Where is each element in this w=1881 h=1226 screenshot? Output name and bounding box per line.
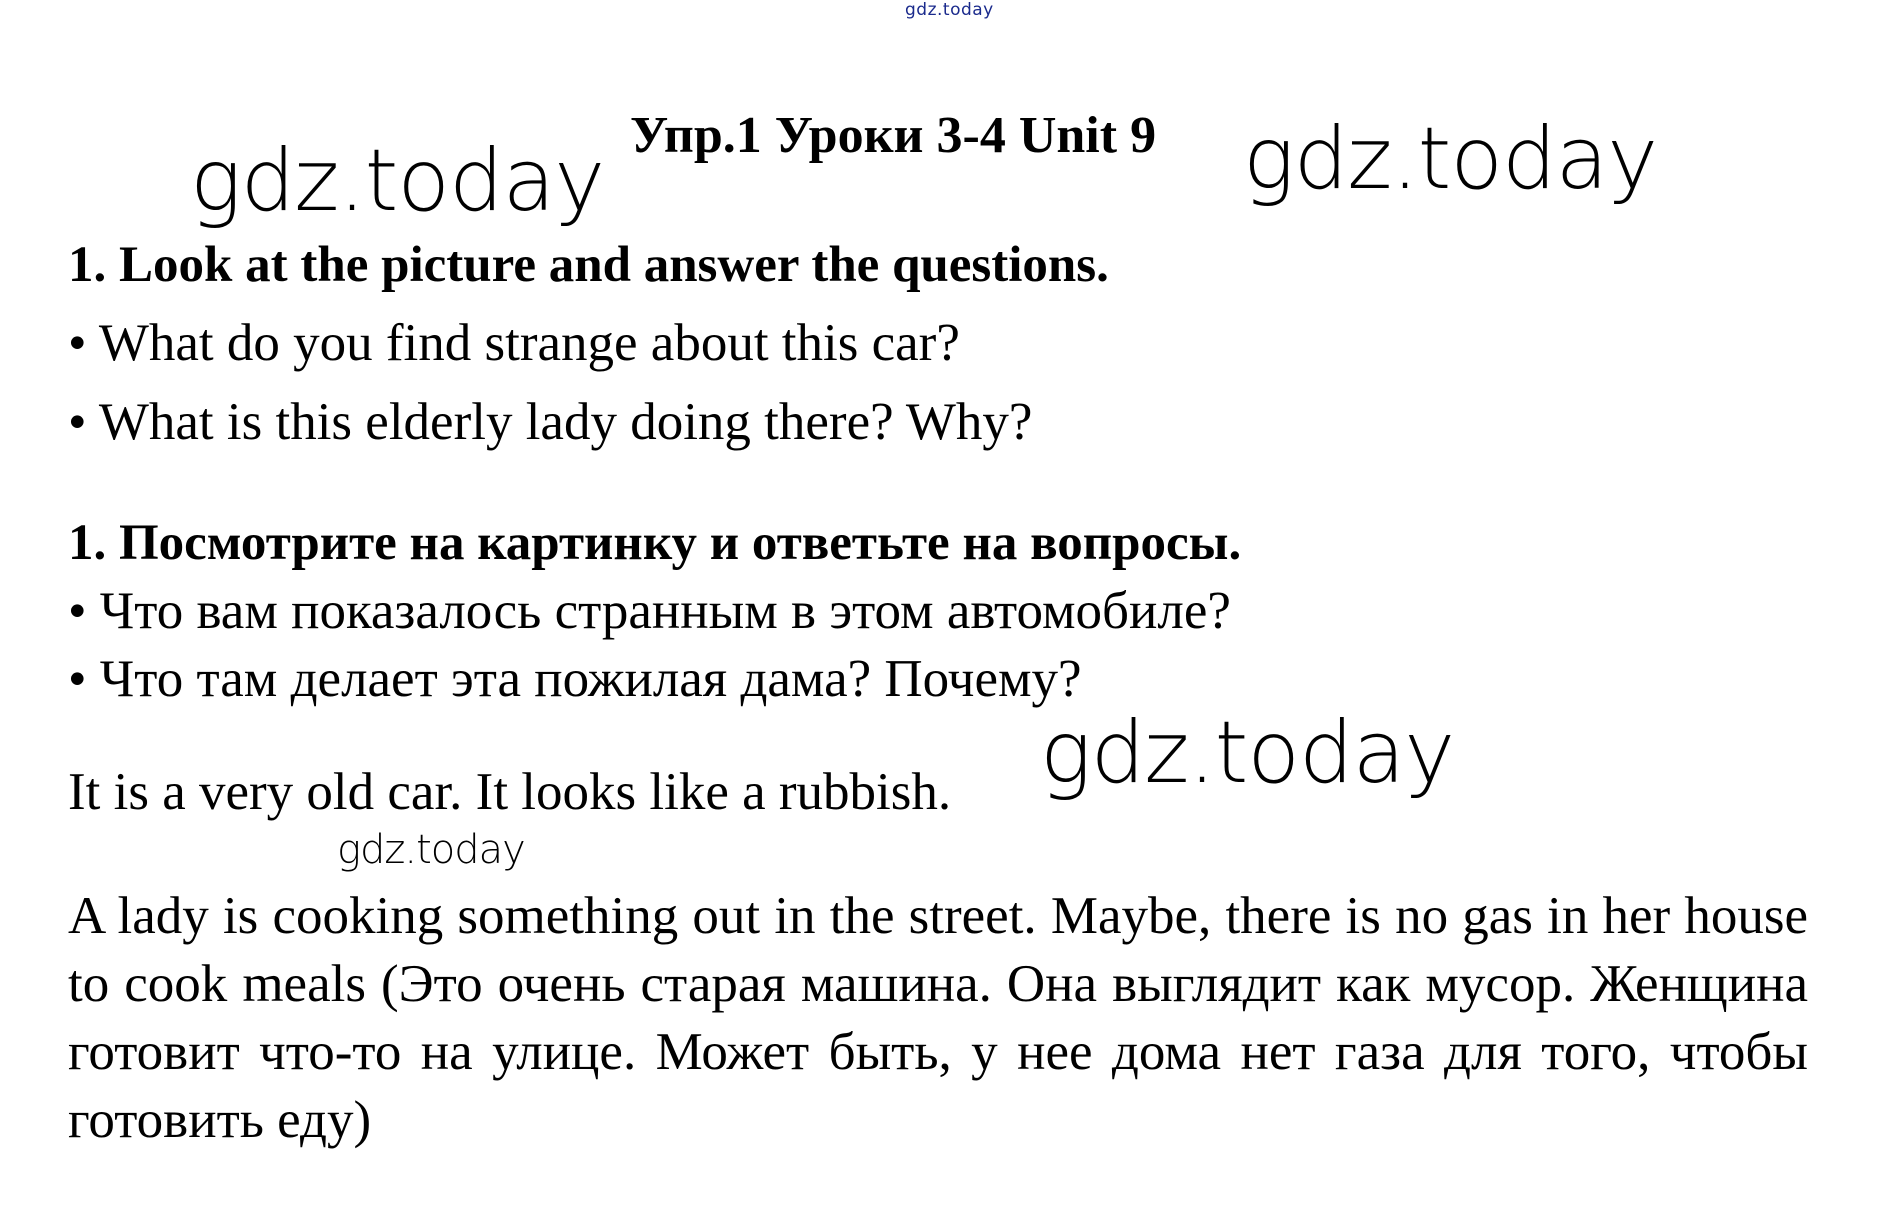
english-question-2: • What is this elderly lady doing there? Why? bbox=[68, 393, 1033, 451]
english-task-heading: 1. Look at the picture and answer the questions. bbox=[68, 237, 1109, 293]
watermark: gdz.today bbox=[1040, 703, 1455, 803]
russian-task-heading: 1. Посмотрите на картинку и ответьте на вопросы. bbox=[68, 515, 1242, 571]
answer-paragraph-2: A lady is cooking something out in the street. Maybe, there is no gas in her house to cook meals (Это очень старая машина. Она выглядит как мусор. Женщина готовит что-то на улице. Может быть, у нее дома нет газа для того, чтобы готовить еду) bbox=[68, 887, 1808, 1149]
russian-question-1: • Что вам показалось странным в этом автомобиле? bbox=[68, 582, 1231, 640]
russian-question-2: • Что там делает эта пожилая дама? Почему? bbox=[68, 650, 1082, 708]
watermark: gdz.today bbox=[190, 131, 605, 231]
english-question-1: • What do you find strange about this car? bbox=[68, 314, 960, 372]
answer-paragraph-1: It is a very old car. It looks like a rubbish. bbox=[68, 763, 952, 821]
page-title: Упр.1 Уроки 3-4 Unit 9 bbox=[630, 107, 1157, 164]
watermark-top: gdz.today bbox=[905, 0, 994, 20]
watermark: gdz.today bbox=[337, 827, 525, 873]
watermark: gdz.today bbox=[1243, 109, 1658, 209]
